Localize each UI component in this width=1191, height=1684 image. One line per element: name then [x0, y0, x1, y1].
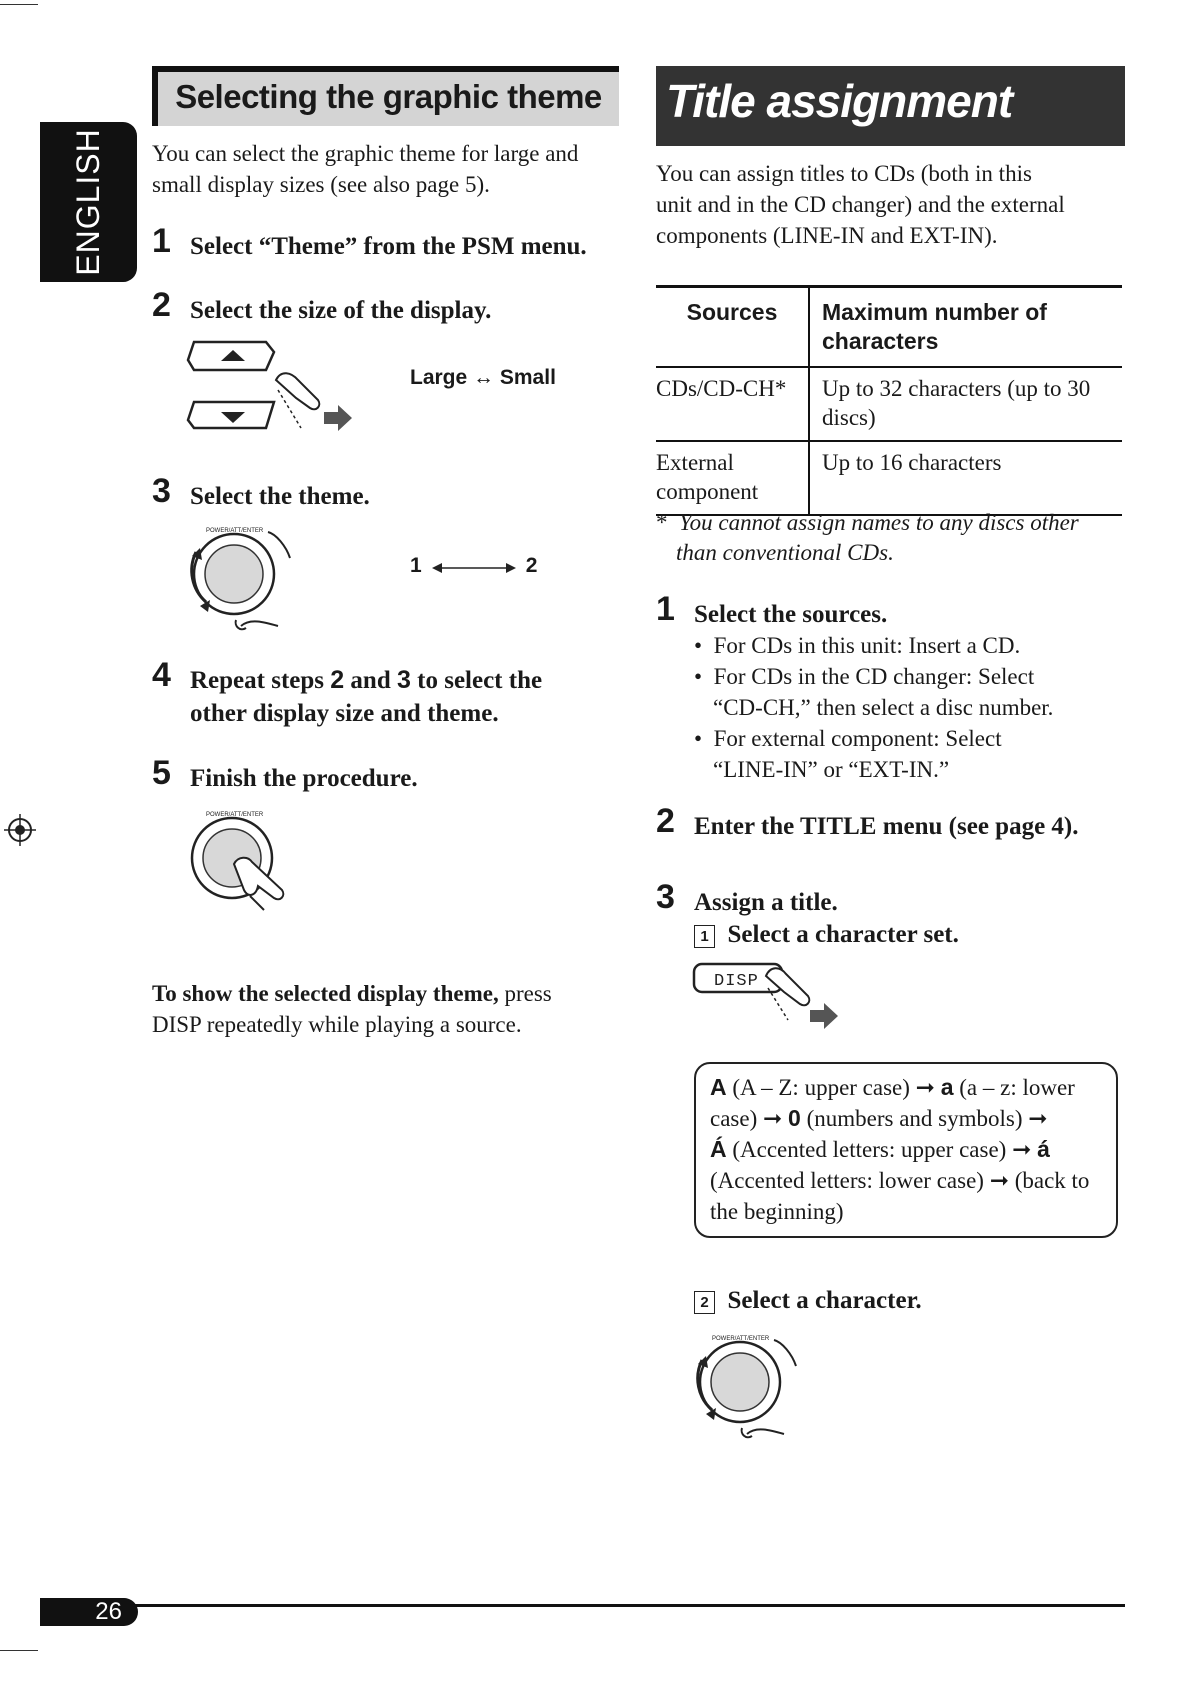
- page-number: 26: [40, 1598, 138, 1626]
- disp-label: DISP: [714, 972, 759, 991]
- substep-text: Select a character.: [727, 1287, 922, 1314]
- intro-line: unit and in the CD changer) and the external: [656, 192, 1065, 217]
- language-tab: [40, 122, 137, 282]
- intro-paragraph: [656, 158, 1065, 251]
- character-set-cycle: [694, 1062, 1118, 1238]
- charset-accented-upper: Á: [710, 1136, 727, 1162]
- charset-lower: a: [940, 1074, 954, 1100]
- step-text: Enter the TITLE menu (see page 4).: [694, 813, 1079, 840]
- cycle-text: (numbers and symbols): [800, 1106, 1029, 1131]
- up-down-buttons-illustration: [186, 340, 366, 440]
- dial-label: POWER/ATT/ENTER: [206, 812, 264, 818]
- size-small-label: Small: [499, 366, 556, 389]
- step-number: 4: [152, 656, 171, 694]
- bullet-text: “LINE-IN” or “EXT-IN.”: [713, 757, 950, 782]
- step-text: Select the theme.: [190, 483, 370, 510]
- dial-label: POWER/ATT/ENTER: [206, 528, 264, 534]
- step-number: 1: [656, 590, 675, 628]
- intro-line: You can assign titles to CDs (both in this: [656, 161, 1032, 186]
- bullet-text: For external component: Select: [713, 726, 1002, 751]
- cycle-line: the beginning): [710, 1199, 844, 1224]
- step-number: 3: [152, 472, 171, 510]
- step-number: 5: [152, 754, 171, 792]
- arrow-right-icon: ➞: [763, 1106, 783, 1131]
- tip-bold: To show the selected display theme,: [152, 981, 499, 1006]
- section-heading-text: Title assignment: [666, 75, 1013, 127]
- double-arrow-icon: ↔: [473, 366, 495, 389]
- step-text: Assign a title.: [694, 889, 838, 916]
- cycle-text: (Accented letters: upper case): [726, 1137, 1013, 1162]
- bullet-text: For CDs in the CD changer: Select: [713, 664, 1035, 689]
- table-cell-source: [656, 441, 809, 515]
- footnote-mark: *: [656, 510, 668, 535]
- substep-number: 2: [694, 1291, 715, 1314]
- footnote-line: [656, 508, 1079, 538]
- substep-text: Select a character set.: [727, 921, 959, 948]
- charset-numbers: 0: [788, 1105, 801, 1131]
- size-large-label: Large: [410, 366, 468, 389]
- section-heading-text: Selecting the graphic theme: [175, 78, 602, 115]
- registration-mark-icon: [4, 814, 36, 846]
- step-text: Select the size of the display.: [190, 297, 492, 324]
- bullet-icon: •: [694, 664, 703, 689]
- cycle-text: (Accented letters: lower case): [710, 1168, 990, 1193]
- step-number: 2: [656, 802, 675, 840]
- bullet-icon: •: [694, 726, 703, 751]
- step-number: 3: [656, 878, 675, 916]
- step-number: 2: [152, 286, 171, 324]
- step-text-part: and: [344, 667, 397, 694]
- substep-number: 1: [694, 925, 715, 948]
- cell-line: discs): [822, 405, 876, 430]
- arrow-right-icon: ➞: [1012, 1137, 1032, 1162]
- arrow-right-icon: ➞: [915, 1075, 935, 1100]
- step-number: 1: [152, 222, 171, 260]
- intro-line: You can select the graphic theme for large and: [152, 141, 579, 166]
- section-heading-title-assignment: [656, 66, 1125, 146]
- theme-option-1: 1: [410, 554, 422, 577]
- step-line: [190, 664, 542, 697]
- bullet-text: For CDs in this unit: Insert a CD.: [713, 633, 1021, 658]
- list-item: [694, 723, 1053, 754]
- section-heading-graphic-theme: [152, 66, 619, 126]
- cycle-line: [710, 1134, 1102, 1165]
- intro-line: small display sizes (see also page 5).: [152, 172, 490, 197]
- cycle-text: case): [710, 1106, 763, 1131]
- table-footnote: [656, 508, 1079, 568]
- cell-line: Up to 32 characters (up to 30: [822, 376, 1091, 401]
- control-dial-turn-illustration: [690, 1330, 810, 1450]
- table-row: [656, 441, 1122, 515]
- arrow-right-icon: ➞: [989, 1168, 1009, 1193]
- bullet-list: [694, 630, 1053, 785]
- cycle-text: (A – Z: upper case): [726, 1075, 916, 1100]
- cycle-line: [710, 1072, 1102, 1103]
- step-text: Select “Theme” from the PSM menu.: [190, 233, 587, 260]
- substep: [694, 1284, 922, 1317]
- cycle-line: [710, 1103, 1102, 1134]
- table-cell-source: CDs/CD-CH*: [656, 367, 809, 441]
- footnote-line: than conventional CDs.: [676, 540, 894, 565]
- footnote-text: You cannot assign names to any discs other: [679, 510, 1079, 535]
- step-ref: 2: [330, 666, 345, 694]
- table-header-max-chars: Maximum number of characters: [822, 299, 1047, 354]
- cycle-line: [710, 1165, 1102, 1196]
- step-text: [190, 664, 542, 730]
- tip-line: DISP repeatedly while playing a source.: [152, 1012, 522, 1037]
- substep: [694, 918, 959, 951]
- step-text-part: to select the: [410, 667, 543, 694]
- cycle-text: (a – z: lower: [953, 1075, 1075, 1100]
- table-row: [656, 367, 1122, 441]
- language-tab-label: ENGLISH: [70, 128, 106, 276]
- table-cell-max: Up to 16 characters: [822, 450, 1002, 475]
- tip-text: press: [498, 981, 552, 1006]
- crop-mark: [0, 4, 38, 5]
- tip-paragraph: [152, 978, 552, 1040]
- table-header-sources: Sources: [656, 287, 809, 368]
- crop-mark: [0, 1650, 38, 1651]
- disp-button-illustration: [692, 962, 852, 1032]
- double-arrow-icon: [432, 561, 516, 575]
- table-cell-max: [809, 367, 1122, 441]
- tip-line: [152, 978, 552, 1009]
- list-item: [694, 661, 1053, 692]
- step-text: Finish the procedure.: [190, 765, 418, 792]
- table-header-row: [656, 287, 1122, 368]
- control-dial-turn-illustration: [186, 522, 306, 642]
- intro-line: components (LINE-IN and EXT-IN).: [656, 223, 998, 248]
- step-ref: 3: [396, 666, 411, 694]
- intro-paragraph: [152, 138, 578, 200]
- bullet-text: “CD-CH,” then select a disc number.: [713, 695, 1054, 720]
- footer-rule: [40, 1604, 1125, 1607]
- theme-toggle: [410, 554, 537, 578]
- charset-accented-lower: á: [1037, 1136, 1050, 1162]
- cycle-text: (back to: [1008, 1168, 1090, 1193]
- bullet-icon: •: [694, 633, 703, 658]
- step-text: Select the sources.: [694, 601, 888, 628]
- charset-upper: A: [710, 1074, 727, 1100]
- step-text-part: Repeat steps: [190, 667, 331, 694]
- arrow-right-icon: ➞: [1028, 1106, 1048, 1131]
- sources-table: [656, 285, 1122, 516]
- dial-label: POWER/ATT/ENTER: [712, 1336, 770, 1342]
- list-item: [694, 630, 1053, 661]
- control-dial-press-illustration: [186, 806, 296, 916]
- cell-line: External: [656, 450, 734, 475]
- step-line: other display size and theme.: [190, 700, 499, 727]
- cell-line: component: [656, 479, 759, 504]
- size-toggle: [410, 366, 556, 390]
- theme-option-2: 2: [525, 554, 538, 577]
